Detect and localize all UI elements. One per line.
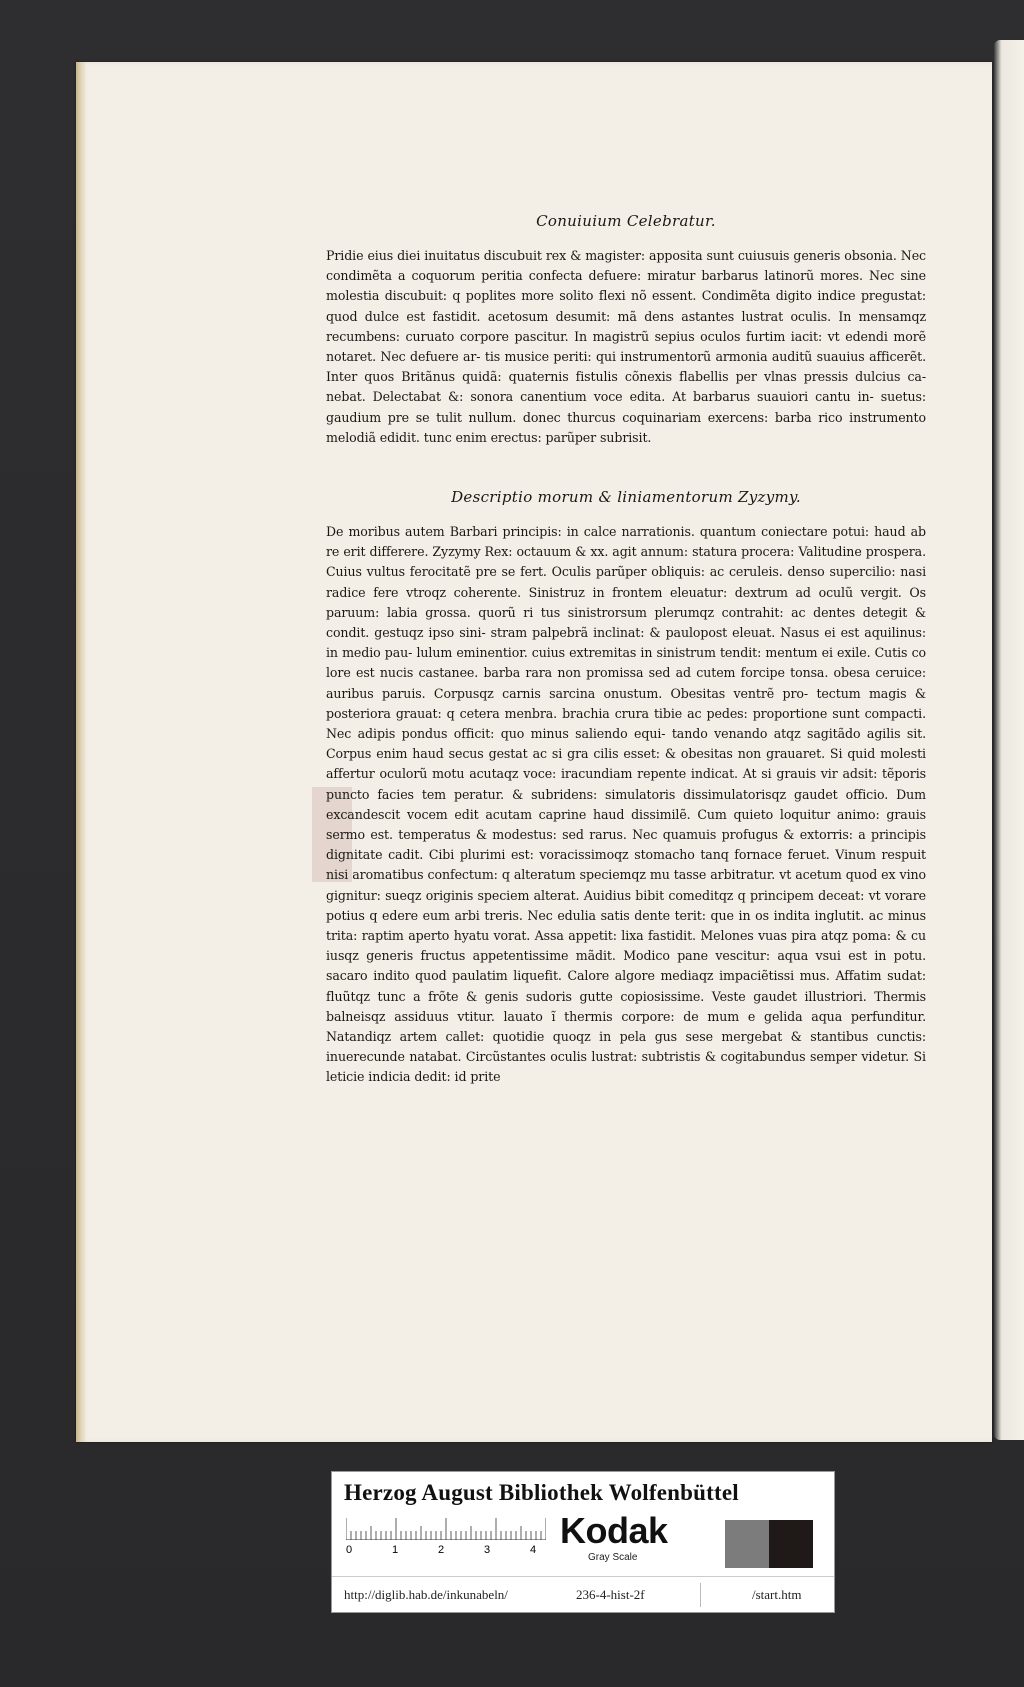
footer-divider	[700, 1583, 701, 1607]
gray-patch-dark	[769, 1520, 813, 1568]
ruler-scale	[346, 1518, 546, 1540]
library-target-card	[331, 1471, 835, 1613]
start-link: /start.htm	[752, 1587, 802, 1602]
ruler-number: 2	[438, 1544, 445, 1556]
library-title: Herzog August Bibliothek Wolfenbüttel	[344, 1480, 739, 1505]
ruler-number: 1	[392, 1544, 399, 1556]
paragraph-banquet: Pridie eius diei inuitatus discubuit rex & magister: apposita sunt cuiusuis generis obsonia. Nec condimẽta a coquorum peritia confecta defuere: miratur barbarus latinorũ mores. Nec sine molestia discubuit: q poplites more solito flexi nõ essent. Condimẽta digito indice pregustat: quod dulce est fastidit. acetosum desumit: mã dens astantes lustrat oculis. In mensamqz recumbens: curuato corpore pascitur. In magistrũ sepius oculos furtim iacit: vt edendi morẽ notaret. Nec defuere ar- tis musice periti: qui instrumentorũ armonia auditũ suauius afficerẽt. Inter quos Britãnus quidã: quaternis fistulis cõnexis flabellis per vlnas pressis dulcius ca- nebat. Delectabat &: sonora canentium voce edita. At barbarus suauiori cantu in- suetus: gaudium pre se tulit nullum. donec thurcus coquinariam exercens: barba rico instrumento melodiã edidit. tunc enim erectus: parũper subrisit.	[326, 248, 926, 445]
card-footer	[332, 1576, 834, 1613]
gray-scale-label: Gray Scale	[588, 1552, 638, 1563]
page-gutter	[76, 62, 86, 1442]
kodak-gray-scale	[558, 1510, 670, 1568]
ruler-number: 0	[346, 1544, 353, 1556]
section-heading-description: Descriptio morum & liniamentorum Zyzymy.	[451, 488, 801, 506]
library-url: http://diglib.hab.de/inkunabeln/	[344, 1587, 508, 1602]
text-block	[326, 212, 926, 1148]
ruler-numbers	[344, 1544, 544, 1560]
ruler-number: 3	[484, 1544, 491, 1556]
next-page-edge	[994, 40, 1024, 1440]
book-page	[76, 62, 992, 1442]
kodak-logo: Kodak	[560, 1510, 668, 1551]
shelfmark: 236-4-hist-2f	[576, 1587, 645, 1602]
paragraph-description: De moribus autem Barbari principis: in calce narrationis. quantum coniectare potui: haud ab re erit differere. Zyzymy Rex: octauum & xx. agit annum: statura procera: Valitudine prospera. Cuius vultus ferocitatẽ pre se fert. Oculis parũper obliquis: ac ceruleis. denso supercilio: nasi radice fere vtroqz coherente. Sinistruz in frontem eleuatur: dextrum ad oculũ vergit. Os paruum: labia grossa. quorũ ri tus sinistrorsum plerumqz contrahit: ac dentes detegit & condit. gestuqz ipso sini- stram palpebrã inclinat: & paulopost eleuat. Nasus ei est aquilinus: in medio pau- lulum eminentior. cuius extremitas in sinistrum tendit: mentum ei exile. Cutis co lore est nucis castanee. barba rara non promissa sed ad cutem forcipe tonsa. obesa ceruice: auribus paruis. Corpusqz carnis sarcina onustum. Obesitas ventrẽ pro- tectum magis & posteriora grauat: q cetera menbra. brachia crura tibie ac pedes: proportione sunt compacti. Nec adipis pondus officit: quo minus saliendo equi- tando venando atqz sagitãdo agilis sit. Corpus enim haud secus gestat ac si gra cilis esset: & obesitas non grauaret. Si quid molesti affertur oculorũ motu acutaqz voce: iracundiam repente indicat. At si grauis vir adsit: tẽporis puncto facies tem peratur. & subridens: simulatoris dissimulatorisqz gaudet officio. Dum excandescit vocem edit acutam caprine haud dissimilẽ. Cum quieto loquitur animo: grauis sermo est. temperatus & modestus: sed rarus. Nec quamuis profugus & extorris: a principis dignitate cadit. Cibi plurimi est: voracissimoqz stomacho tanq fornace feruet. Vinum respuit nisi aromatibus confectum: q alteratum speciemqz mu tasse arbitratur. vt acetum quod ex vino gignitur: sueqz originis speciem alterat. Auidius bibit comeditqz q principem deceat: vt vorare potius q edere eum arbi treris. Nec edulia satis dente terit: que in os indita inglutit. ac minus trita: raptim aperto hyatu vorat. Assa appetit: lixa fastidit. Melones vuas pira atqz poma: & cu iusqz generis fructus appetentissime mãdit. Modico pane vescitur: aqua vsui est in potu. sacaro indito quod paulatim liquefit. Calore algore mediaqz impaciẽtissi mus. Affatim sudat: fluũtqz tunc a frõte & genis sudoris gutte copiosissime. Veste gaudet illustriori. Thermis balneisqz assiduus vtitur. lauato ĩ thermis corpore: de mum e gelida aqua perfunditur. Natandiqz artem callet: quotidie quoqz in pela gus sese mergebat & stantibus cunctis: inuerecunde natabat. Circũstantes oculis lustrat: subtristis & cogitabundus semper videtur. Si leticie indicia dedit: id prite	[326, 524, 926, 1085]
section-heading-banquet: Conuiuium Celebratur.	[536, 212, 716, 230]
gray-patch-mid	[725, 1520, 769, 1568]
ruler-number: 4	[530, 1544, 537, 1556]
